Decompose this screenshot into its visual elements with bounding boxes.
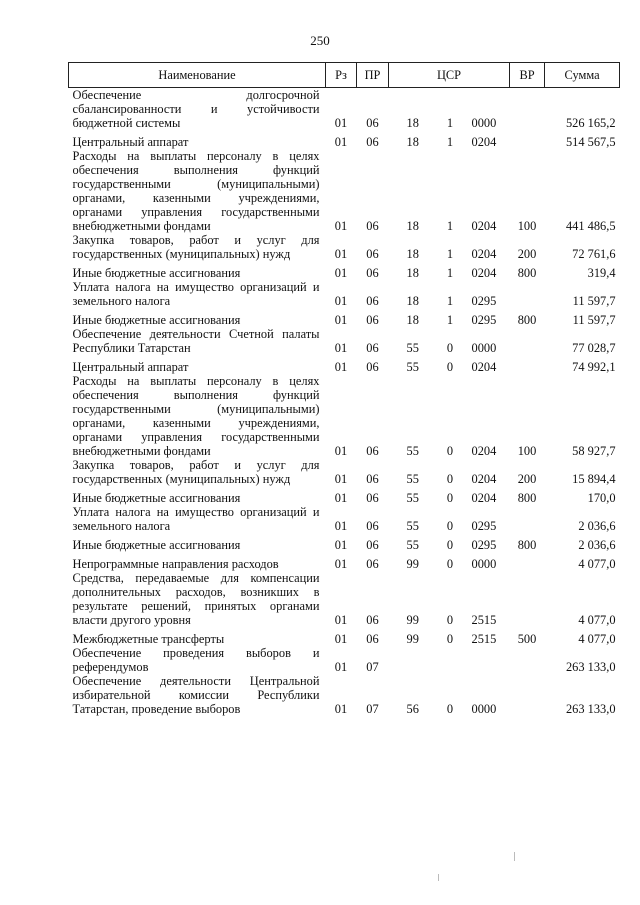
table-row <box>69 149 620 233</box>
row-csr-subprogram: 0 <box>446 472 454 486</box>
row-name: Центральный аппарат <box>72 135 189 149</box>
row-csr-direction: 0204 <box>471 491 497 505</box>
row-name: Межбюджетные трансферты <box>72 632 225 646</box>
row-rz: 01 <box>334 294 348 308</box>
row-csr-program: 55 <box>406 538 419 552</box>
budget-table <box>68 62 620 716</box>
row-vr: 800 <box>517 491 537 505</box>
row-name: Иные бюджетные ассигнования <box>72 313 241 327</box>
row-vr: 800 <box>517 266 537 280</box>
row-sum: 2 036,6 <box>578 538 616 552</box>
row-pr: 07 <box>366 660 379 674</box>
row-csr-direction: 0204 <box>471 247 497 261</box>
row-sum: 4 077,0 <box>578 613 616 627</box>
row-rz: 01 <box>334 313 348 327</box>
row-rz: 01 <box>334 360 348 374</box>
row-pr: 06 <box>366 360 379 374</box>
row-csr-subprogram: 0 <box>446 519 454 533</box>
row-sum: 441 486,5 <box>565 219 616 233</box>
table-row <box>69 505 620 533</box>
row-rz: 01 <box>334 660 348 674</box>
table-row <box>69 627 620 646</box>
row-csr-subprogram: 0 <box>446 444 454 458</box>
row-csr-direction: 0204 <box>471 135 497 149</box>
row-rz: 01 <box>334 557 348 571</box>
row-name: Уплата налога на имущество организаций и земельного налога <box>72 505 320 533</box>
row-csr-direction: 2515 <box>471 632 497 646</box>
row-vr <box>510 571 545 627</box>
row-csr-subprogram <box>441 646 460 674</box>
row-vr <box>510 130 545 149</box>
header-csr: ЦСР <box>389 63 510 88</box>
row-sum: 526 165,2 <box>565 116 616 130</box>
header-vr: ВР <box>510 63 545 88</box>
row-csr-subprogram: 1 <box>446 266 454 280</box>
row-csr-program: 18 <box>406 135 419 149</box>
row-rz: 01 <box>334 266 348 280</box>
row-csr-program: 55 <box>406 341 419 355</box>
row-name: Иные бюджетные ассигнования <box>72 266 241 280</box>
row-csr-program <box>389 646 441 674</box>
header-pr: ПР <box>357 63 389 88</box>
row-pr: 06 <box>366 116 379 130</box>
row-vr <box>510 88 545 131</box>
row-pr: 06 <box>366 557 379 571</box>
row-name: Обеспечение проведения выборов и референдумов <box>72 646 320 674</box>
row-rz: 01 <box>334 219 348 233</box>
row-csr-subprogram: 0 <box>446 613 454 627</box>
row-vr <box>510 280 545 308</box>
row-vr <box>510 505 545 533</box>
table-row <box>69 280 620 308</box>
row-vr: 200 <box>517 472 537 486</box>
row-sum: 11 597,7 <box>572 294 616 308</box>
row-rz: 01 <box>334 491 348 505</box>
row-rz: 01 <box>334 472 348 486</box>
row-csr-direction: 0295 <box>471 519 497 533</box>
row-pr: 06 <box>366 219 379 233</box>
row-sum: 74 992,1 <box>572 360 616 374</box>
row-pr: 06 <box>366 247 379 261</box>
row-sum: 11 597,7 <box>572 313 616 327</box>
row-name: Иные бюджетные ассигнования <box>72 538 241 552</box>
row-csr-direction <box>460 646 510 674</box>
row-csr-direction: 0204 <box>471 360 497 374</box>
row-rz: 01 <box>334 247 348 261</box>
row-name: Обеспечение деятельности Центральной избирательной комиссии Республики Татарстан, проведение выборов <box>72 674 320 716</box>
row-rz: 01 <box>334 341 348 355</box>
table-row <box>69 458 620 486</box>
row-pr: 06 <box>366 135 379 149</box>
row-sum: 514 567,5 <box>565 135 616 149</box>
row-rz: 01 <box>334 135 348 149</box>
scan-mark <box>438 874 439 881</box>
row-name: Средства, передаваемые для компенсации дополнительных расходов, возникших в результате решений, принятых органами власти другого уровня <box>72 571 320 627</box>
row-csr-program: 55 <box>406 472 419 486</box>
row-csr-direction: 0000 <box>471 557 497 571</box>
row-name: Уплата налога на имущество организаций и земельного налога <box>72 280 320 308</box>
row-csr-program: 99 <box>406 557 419 571</box>
row-pr: 06 <box>366 632 379 646</box>
table-row <box>69 88 620 131</box>
row-csr-subprogram: 0 <box>446 702 454 716</box>
row-csr-subprogram: 1 <box>446 135 454 149</box>
row-name: Обеспечение деятельности Счетной палаты Республики Татарстан <box>72 327 320 355</box>
row-pr: 06 <box>366 294 379 308</box>
row-sum: 15 894,4 <box>572 472 616 486</box>
table-row <box>69 571 620 627</box>
row-pr: 06 <box>366 519 379 533</box>
row-csr-direction: 0204 <box>471 444 497 458</box>
row-sum: 58 927,7 <box>572 444 616 458</box>
row-name: Обеспечение долгосрочной сбалансированности и устойчивости бюджетной системы <box>72 88 320 130</box>
row-csr-direction: 0204 <box>471 266 497 280</box>
row-pr: 06 <box>366 491 379 505</box>
row-csr-program: 18 <box>406 247 419 261</box>
row-rz: 01 <box>334 632 348 646</box>
row-csr-program: 55 <box>406 360 419 374</box>
header-sum: Сумма <box>545 63 620 88</box>
row-csr-program: 56 <box>406 702 419 716</box>
row-csr-program: 55 <box>406 491 419 505</box>
row-vr <box>510 552 545 571</box>
table-row <box>69 552 620 571</box>
row-sum: 2 036,6 <box>578 519 616 533</box>
row-sum: 319,4 <box>587 266 616 280</box>
row-csr-subprogram: 0 <box>446 557 454 571</box>
row-sum: 170,0 <box>587 491 616 505</box>
row-rz: 01 <box>334 444 348 458</box>
row-rz: 01 <box>334 613 348 627</box>
row-csr-subprogram: 0 <box>446 341 454 355</box>
row-name: Закупка товаров, работ и услуг для государственных (муниципальных) нужд <box>72 233 320 261</box>
table-row <box>69 261 620 280</box>
row-csr-program: 55 <box>406 444 419 458</box>
row-csr-subprogram: 1 <box>446 294 454 308</box>
row-csr-subprogram: 1 <box>446 219 454 233</box>
row-name: Расходы на выплаты персоналу в целях обеспечения выполнения функций государственными (муниципальными) органами, казенными учреждениями, органами управления государственными внебюджетными фондами <box>72 374 320 458</box>
table-row <box>69 533 620 552</box>
row-csr-subprogram: 0 <box>446 360 454 374</box>
row-vr: 100 <box>517 444 537 458</box>
table-row <box>69 130 620 149</box>
table-row <box>69 374 620 458</box>
row-vr: 800 <box>517 538 537 552</box>
row-pr: 06 <box>366 538 379 552</box>
row-vr: 500 <box>517 632 537 646</box>
row-csr-direction: 0295 <box>471 313 497 327</box>
row-vr: 100 <box>517 219 537 233</box>
row-rz: 01 <box>334 702 348 716</box>
row-csr-direction: 0204 <box>471 472 497 486</box>
row-sum: 4 077,0 <box>578 557 616 571</box>
table-header-row <box>69 63 620 88</box>
row-csr-subprogram: 1 <box>446 116 454 130</box>
row-vr <box>510 646 545 674</box>
row-csr-program: 55 <box>406 519 419 533</box>
table-row <box>69 233 620 261</box>
row-vr: 800 <box>517 313 537 327</box>
row-csr-subprogram: 0 <box>446 632 454 646</box>
table-row <box>69 486 620 505</box>
row-csr-subprogram: 0 <box>446 538 454 552</box>
header-name: Наименование <box>69 63 326 88</box>
row-csr-subprogram: 1 <box>446 313 454 327</box>
row-csr-direction: 0204 <box>471 219 497 233</box>
row-name: Непрограммные направления расходов <box>72 557 279 571</box>
row-pr: 06 <box>366 472 379 486</box>
row-pr: 06 <box>366 266 379 280</box>
row-sum: 263 133,0 <box>565 660 616 674</box>
table-row <box>69 308 620 327</box>
table-row <box>69 674 620 716</box>
row-csr-direction: 0295 <box>471 294 497 308</box>
row-csr-program: 99 <box>406 632 419 646</box>
row-pr: 06 <box>366 313 379 327</box>
row-pr: 06 <box>366 444 379 458</box>
row-name: Расходы на выплаты персоналу в целях обеспечения выполнения функций государственными (муниципальными) органами, казенными учреждениями, органами управления государственными внебюджетными фондами <box>72 149 320 233</box>
row-vr <box>510 674 545 716</box>
scan-mark <box>514 852 515 861</box>
table-row <box>69 646 620 674</box>
row-vr <box>510 327 545 355</box>
row-pr: 06 <box>366 341 379 355</box>
row-csr-direction: 0000 <box>471 116 497 130</box>
row-name: Закупка товаров, работ и услуг для государственных (муниципальных) нужд <box>72 458 320 486</box>
row-csr-program: 18 <box>406 219 419 233</box>
header-rz: Рз <box>326 63 357 88</box>
row-csr-program: 99 <box>406 613 419 627</box>
row-csr-program: 18 <box>406 313 419 327</box>
row-pr: 07 <box>366 702 379 716</box>
row-name: Иные бюджетные ассигнования <box>72 491 241 505</box>
row-csr-subprogram: 1 <box>446 247 454 261</box>
row-csr-direction: 0295 <box>471 538 497 552</box>
row-rz: 01 <box>334 538 348 552</box>
row-sum: 77 028,7 <box>572 341 616 355</box>
row-csr-direction: 0000 <box>471 341 497 355</box>
row-name: Центральный аппарат <box>72 360 189 374</box>
table-row <box>69 327 620 355</box>
page-number: 250 <box>310 33 330 48</box>
row-csr-program: 18 <box>406 266 419 280</box>
row-sum: 72 761,6 <box>572 247 616 261</box>
row-csr-program: 18 <box>406 116 419 130</box>
row-sum: 263 133,0 <box>565 702 616 716</box>
row-csr-program: 18 <box>406 294 419 308</box>
row-vr: 200 <box>517 247 537 261</box>
row-pr: 06 <box>366 613 379 627</box>
row-csr-subprogram: 0 <box>446 491 454 505</box>
row-rz: 01 <box>334 116 348 130</box>
row-sum: 4 077,0 <box>578 632 616 646</box>
row-rz: 01 <box>334 519 348 533</box>
row-vr <box>510 355 545 374</box>
row-csr-direction: 2515 <box>471 613 497 627</box>
table-row <box>69 355 620 374</box>
row-csr-direction: 0000 <box>471 702 497 716</box>
